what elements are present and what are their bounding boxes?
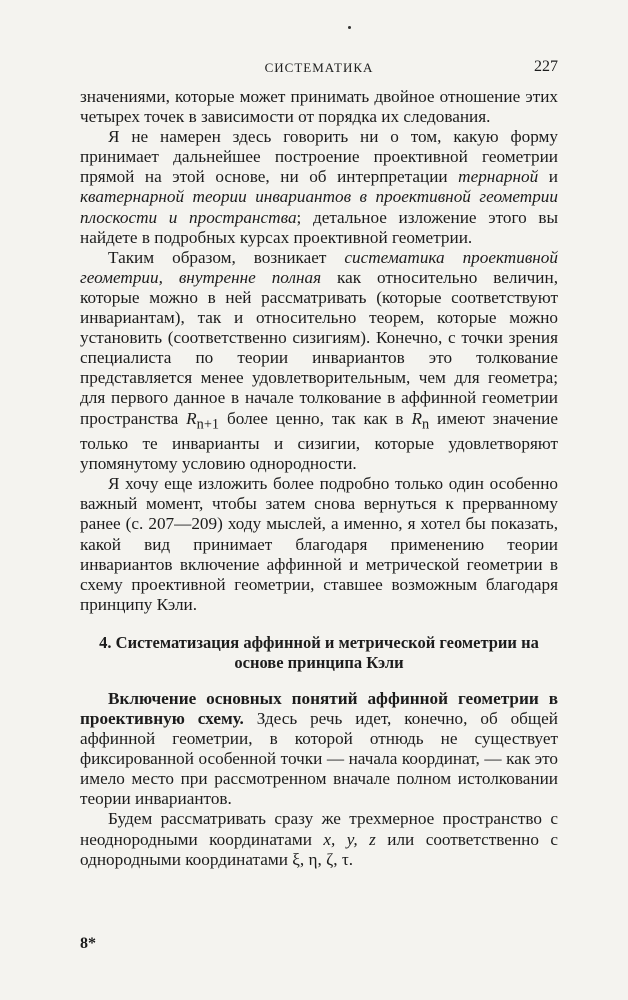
italic-term: систематика проективной геометрии, внутренне полная	[80, 247, 558, 287]
math-subscript: n	[421, 415, 430, 432]
math-symbol: R	[411, 408, 422, 428]
running-title: СИСТЕМАТИКА	[264, 60, 374, 75]
italic-term: тернарной	[458, 167, 539, 187]
page-number: 227	[534, 58, 558, 75]
body-text	[80, 87, 558, 870]
paragraph-1: значениями, которые может принимать двойное отношение этих четырех точек в зависимости от порядка их следования.	[80, 87, 558, 127]
lead-in-heading: Включение основных понятий аффинной геометрии в проективную схему.	[80, 688, 558, 728]
paragraph-3: Таким образом, возникает систематика проективной геометрии, внутренне полная как относительно величин, которые можно в ней рассматривать (которые соответствуют инвариантам), так и относительно теорем, которые можно установить (соответственно сизигиям). Конечно, с точки зрения специалиста по теории инвариантов это толкование представляется менее удовлетворительным, чем для геометра; для первого данное в начале толкование в аффинной геометрии пространства $R_{n+1}$ более ценно, так как в $R_n$ имеют значение только те инварианты и сизигии, которые удовлетворяют упомянутому условию однородности.	[80, 247, 558, 474]
math-symbol: R	[186, 408, 197, 428]
section-heading: 4. Систематизация аффинной и метрической геометрии на основе принципа Кэли	[99, 632, 539, 672]
paragraph-4: Я хочу еще изложить более подробно только один особенно важный момент, чтобы затем снова вернуться к прерванному ранее (с. 207—209) ходу мыслей, а именно, я хотел бы показать, какой вид принимает благодаря применению теории инвариантов включение аффинной и метрической геометрии в схему проективной геометрии, ставшее возможным благодаря принципу Кэли.	[80, 474, 558, 614]
math-variables: ξ, η, ζ, τ	[292, 849, 349, 869]
section-paragraph-1: Включение основных понятий аффинной геометрии в проективную схему. Здесь речь идет, конечно, об общей аффинной геометрии, в которой отнюдь не существует фиксированной особенной точки — начала координат, — как это имело место при рассмотренном вначале полном истолковании теории инвариантов.	[80, 688, 558, 809]
stray-dot	[348, 26, 351, 29]
math-subscript: n+1	[196, 415, 220, 432]
italic-term: кватернарной теории инвариантов в проективной геометрии плоскости и пространства	[80, 187, 558, 227]
page-header	[80, 58, 558, 78]
section-paragraph-2: Будем рассматривать сразу же трехмерное пространство с неоднородными координатами x, y, z или соответственно с однородными координатами ξ, η, ζ, τ.	[80, 809, 558, 869]
paragraph-2: Я не намерен здесь говорить ни о том, какую форму принимает дальнейшее построение проективной геометрии прямой на этой основе, ни об интерпретации тернарной и кватернарной теории инвариантов в проективной геометрии плоскости и пространства; детальное изложение этого вы найдете в подробных курсах проективной геометрии.	[80, 127, 558, 247]
signature-mark: 8*	[80, 935, 96, 952]
math-variables: x, y, z	[323, 829, 376, 849]
